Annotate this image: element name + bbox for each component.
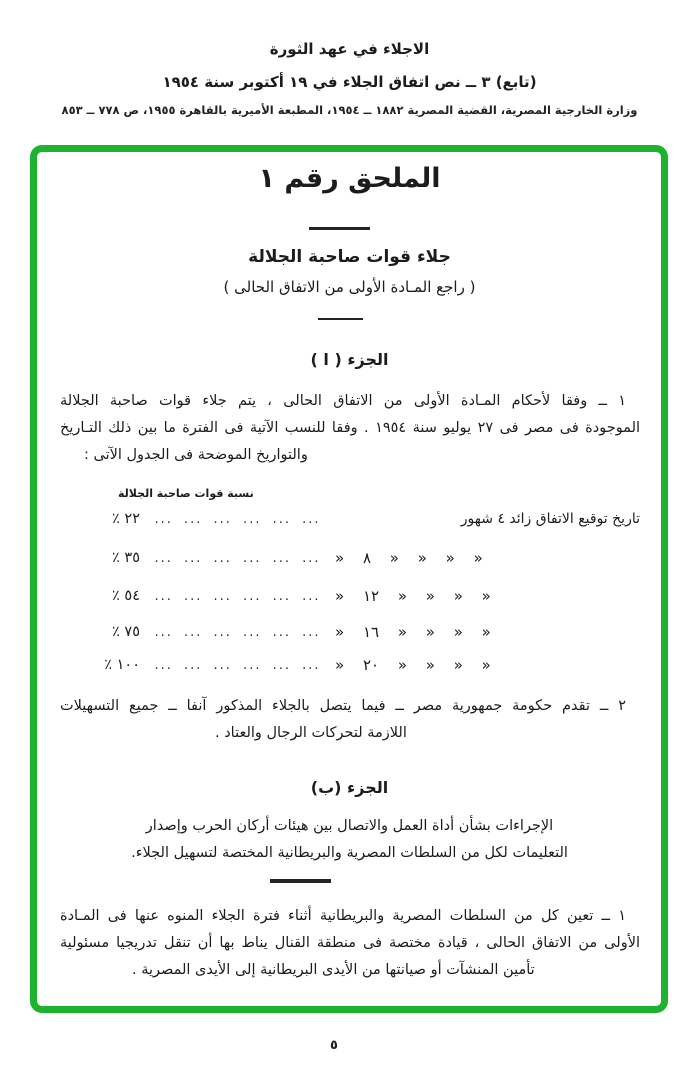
period-cell: تاريخ توقيع الاتفاق زائد ٤ شهور bbox=[460, 511, 640, 527]
section-note: ( راجع المـادة الأولى من الاتفاق الحالى ) bbox=[223, 278, 476, 296]
part-a-paragraph1-line2: الموجودة فى مصر فى ٢٧ يوليو سنة ١٩٥٤ . وفقا للنسب الآتية فى الفترة ما بين ذلك التـاريخ bbox=[60, 420, 641, 436]
part-a-paragraph2-line1: ٢ ــ تقدم حكومة جمهورية مصر ــ فيما يتصل بالجلاء المذكور آنفا ــ جميع التسهيلات bbox=[60, 698, 626, 714]
part-b-heading: الجزء (ب) bbox=[310, 778, 389, 797]
percent-cell: ١٠٠ ٪ bbox=[104, 657, 140, 673]
annotation-box bbox=[30, 145, 668, 1013]
part-b-paragraph1-line1: ١ ــ تعين كل من السلطات المصرية والبريطانية أثناء فترة الجلاء المنوه عنها فى المـادة bbox=[60, 908, 626, 924]
table-row bbox=[60, 653, 640, 677]
dot-leader: ... ... ... ... ... ... bbox=[154, 511, 321, 527]
table-row bbox=[60, 507, 640, 531]
period-cell: « « « « ٢٠ « bbox=[335, 656, 491, 674]
title-underline bbox=[309, 227, 370, 230]
part-a-paragraph2-line2: اللازمة لتحركات الرجال والعتاد . bbox=[215, 725, 407, 741]
book-title: الاجلاء في عهد الثورة bbox=[269, 40, 430, 58]
table-row bbox=[60, 620, 640, 644]
source-citation: وزارة الخارجية المصرية، القضية المصرية ١٨٨٢ ــ ١٩٥٤، المطبعة الأميرية بالقاهرة ١٩٥٥، ص ٧٧٨ ــ ٨٥٣ bbox=[61, 103, 638, 117]
dot-leader: ... ... ... ... ... ... bbox=[154, 657, 321, 673]
percent-cell: ٣٥ ٪ bbox=[112, 550, 140, 566]
part-a-heading: الجزء ( ا ) bbox=[310, 350, 389, 369]
part-b-intro-line1: الإجراءات بشأن أداة العمل والاتصال بين هيئات أركان الحرب وإصدار bbox=[145, 818, 554, 834]
dot-leader: ... ... ... ... ... ... bbox=[154, 624, 321, 640]
part-b-underline bbox=[270, 879, 331, 883]
appendix-title: الملحق رقم ١ bbox=[258, 163, 441, 194]
table-row bbox=[60, 546, 640, 570]
percent-cell: ٢٢ ٪ bbox=[112, 511, 140, 527]
part-b-intro-line2: التعليمات لكل من السلطات المصرية والبريطانية المختصة لتسهيل الجلاء. bbox=[131, 845, 568, 861]
section-underline bbox=[318, 318, 363, 320]
part-a-paragraph1-line3: والتواريخ الموضحة فى الجدول الآتى : bbox=[84, 447, 308, 463]
percent-cell: ٧٥ ٪ bbox=[112, 624, 140, 640]
part-b-paragraph1-line2: الأولى من الاتفاق الحالى ، قيادة مختصة فى منطقة القنال يناط بها أن تنقل تدريجيا مسئولية bbox=[60, 935, 640, 951]
table-row bbox=[60, 584, 640, 608]
period-cell: « « « « ١٢ « bbox=[335, 587, 491, 605]
part-a-paragraph1-line1: ١ ــ وفقا لأحكام المـادة الأولى من الاتفاق الحالى ، يتم جلاء قوات صاحبة الجلالة bbox=[60, 393, 626, 409]
chapter-title: (تابع) ٣ ــ نص اتفاق الجلاء في ١٩ أكتوبر سنة ١٩٥٤ bbox=[162, 73, 537, 91]
period-cell: « « « « ١٦ « bbox=[335, 623, 491, 641]
dot-leader: ... ... ... ... ... ... bbox=[154, 588, 321, 604]
part-b-paragraph1-line3: تأمين المنشآت أو صيانتها من الأيدى البريطانية إلى الأيدى المصرية . bbox=[132, 962, 535, 978]
dot-leader: ... ... ... ... ... ... bbox=[154, 550, 321, 566]
period-cell: « « « « ٨ « bbox=[335, 549, 483, 567]
page-number: ٥ bbox=[330, 1038, 338, 1053]
table-column-header: نسبة قوات صاحبة الجلالة bbox=[118, 487, 254, 500]
section-title: جلاء قوات صاحبة الجلالة bbox=[248, 247, 451, 267]
percent-cell: ٥٤ ٪ bbox=[112, 588, 140, 604]
